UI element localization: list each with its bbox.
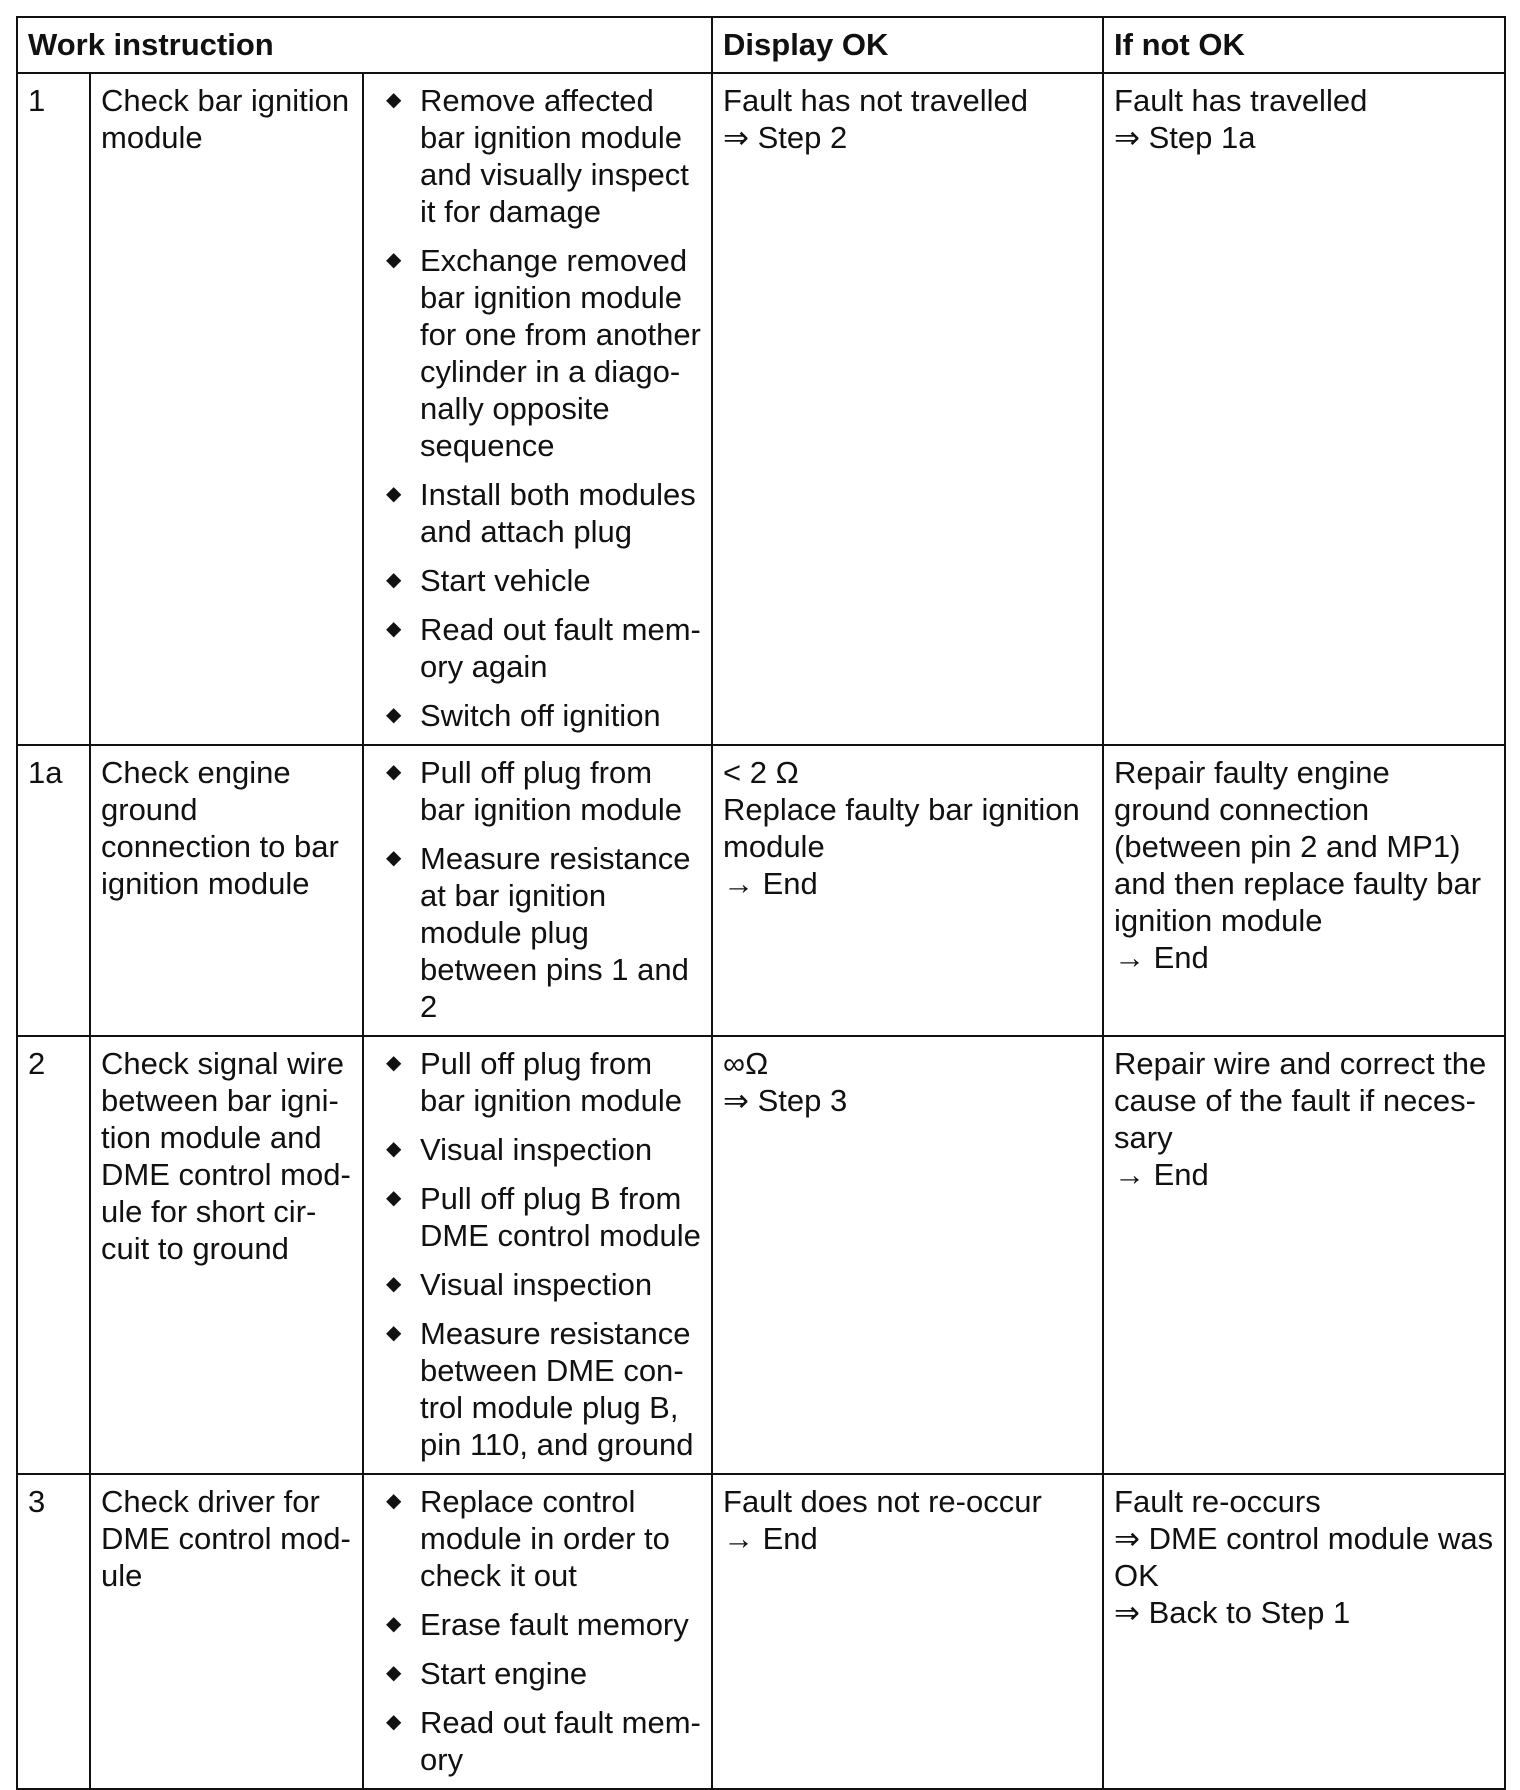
display-ok-cell — [712, 1036, 1103, 1474]
table-row — [17, 73, 1505, 745]
step-number: 1 — [17, 73, 90, 745]
list-item — [374, 840, 701, 1025]
table-body — [17, 73, 1505, 1789]
action-text: Visual inspection — [420, 1132, 653, 1167]
list-item — [374, 754, 701, 828]
display-ok-cell — [712, 73, 1103, 745]
action-text: Replace control module in order to check it out — [420, 1484, 670, 1593]
if-not-ok-text: ⇒ Step 1a — [1114, 120, 1256, 155]
step-number: 3 — [17, 1474, 90, 1789]
header-display-ok: Display OK — [712, 17, 1103, 73]
step-actions — [363, 1474, 712, 1789]
list-item — [374, 82, 701, 230]
action-text: Remove affected bar ignition module and visually inspect it for damage — [420, 83, 689, 229]
table-row — [17, 1036, 1505, 1474]
if-not-ok-text: Fault has travelled — [1114, 83, 1368, 118]
step-actions — [363, 1036, 712, 1474]
display-ok-text: Fault does not re-occur — [723, 1484, 1042, 1519]
action-text: Visual inspection — [420, 1267, 653, 1302]
if-not-ok-text: Fault re-occurs — [1114, 1484, 1321, 1519]
list-item — [374, 1483, 701, 1594]
action-text: Measure resistance between DME control module plug B, pin 110, and ground — [420, 1316, 694, 1462]
step-title: Check bar ignition module — [90, 73, 363, 745]
step-actions — [363, 73, 712, 745]
if-not-ok-cell — [1103, 1036, 1505, 1474]
display-ok-text: Replace faulty bar ignition module — [723, 792, 1080, 864]
diamond-bullet-icon: ◆ — [386, 1490, 402, 1512]
list-item — [374, 697, 701, 734]
header-work-instruction: Work instruction — [17, 17, 712, 73]
list-item — [374, 1045, 701, 1119]
action-list — [374, 1045, 701, 1463]
if-not-ok-cell — [1103, 1474, 1505, 1789]
display-ok-text: → End — [723, 866, 818, 901]
list-item — [374, 1266, 701, 1303]
action-list — [374, 82, 701, 734]
if-not-ok-cell — [1103, 73, 1505, 745]
table-row — [17, 1474, 1505, 1789]
diamond-bullet-icon: ◆ — [386, 1322, 402, 1344]
action-text: Read out fault memory — [420, 1705, 701, 1777]
work-instruction-table — [16, 16, 1506, 1790]
header-row — [17, 17, 1505, 73]
action-list — [374, 1483, 701, 1778]
display-ok-text: → End — [723, 1521, 818, 1556]
list-item — [374, 1131, 701, 1168]
display-ok-text: < 2 Ω — [723, 755, 799, 790]
list-item — [374, 1704, 701, 1778]
header-if-not-ok: If not OK — [1103, 17, 1505, 73]
diamond-bullet-icon: ◆ — [386, 761, 402, 783]
display-ok-text: ⇒ Step 2 — [723, 120, 848, 155]
diamond-bullet-icon: ◆ — [386, 1613, 402, 1635]
action-text: Pull off plug from bar ignition module — [420, 755, 682, 827]
action-text: Exchange removed bar ignition module for one from another cylinder in a diagonally opposite sequence — [420, 243, 701, 463]
action-text: Read out fault memory again — [420, 612, 701, 684]
diamond-bullet-icon: ◆ — [386, 847, 402, 869]
list-item — [374, 1315, 701, 1463]
action-text: Start engine — [420, 1656, 588, 1691]
list-item — [374, 242, 701, 464]
diamond-bullet-icon: ◆ — [386, 1711, 402, 1733]
action-text: Measure resistance at bar ignition module plug between pins 1 and 2 — [420, 841, 691, 1024]
if-not-ok-cell — [1103, 745, 1505, 1036]
if-not-ok-text: ⇒ DME control module was OK — [1114, 1521, 1494, 1593]
if-not-ok-text: → End — [1114, 940, 1209, 975]
display-ok-cell — [712, 745, 1103, 1036]
list-item — [374, 1606, 701, 1643]
action-text: Install both modules and attach plug — [420, 477, 696, 549]
action-text: Switch off ignition — [420, 698, 661, 733]
diamond-bullet-icon: ◆ — [386, 704, 402, 726]
action-text: Erase fault memory — [420, 1607, 689, 1642]
step-title: Check driver for DME control module — [90, 1474, 363, 1789]
if-not-ok-text: Repair wire and correct the cause of the fault if necessary — [1114, 1046, 1487, 1155]
if-not-ok-text: ⇒ Back to Step 1 — [1114, 1595, 1351, 1630]
step-title: Check engine ground connection to bar ignition module — [90, 745, 363, 1036]
diamond-bullet-icon: ◆ — [386, 1662, 402, 1684]
list-item — [374, 1180, 701, 1254]
display-ok-text: ⇒ Step 3 — [723, 1083, 848, 1118]
diamond-bullet-icon: ◆ — [386, 1273, 402, 1295]
diamond-bullet-icon: ◆ — [386, 569, 402, 591]
diamond-bullet-icon: ◆ — [386, 249, 402, 271]
action-text: Pull off plug B from DME control module — [420, 1181, 701, 1253]
diamond-bullet-icon: ◆ — [386, 483, 402, 505]
display-ok-cell — [712, 1474, 1103, 1789]
diamond-bullet-icon: ◆ — [386, 618, 402, 640]
display-ok-text: ∞Ω — [723, 1046, 769, 1081]
if-not-ok-text: → End — [1114, 1157, 1209, 1192]
step-number: 1a — [17, 745, 90, 1036]
diamond-bullet-icon: ◆ — [386, 89, 402, 111]
list-item — [374, 1655, 701, 1692]
step-actions — [363, 745, 712, 1036]
action-text: Pull off plug from bar ignition module — [420, 1046, 682, 1118]
step-number: 2 — [17, 1036, 90, 1474]
list-item — [374, 476, 701, 550]
display-ok-text: Fault has not travelled — [723, 83, 1029, 118]
list-item — [374, 562, 701, 599]
diamond-bullet-icon: ◆ — [386, 1187, 402, 1209]
if-not-ok-text: Repair faulty engine ground connection (between pin 2 and MP1) and then replace faulty bar ignition module — [1114, 755, 1482, 938]
table-row — [17, 745, 1505, 1036]
action-text: Start vehicle — [420, 563, 591, 598]
diamond-bullet-icon: ◆ — [386, 1052, 402, 1074]
list-item — [374, 611, 701, 685]
step-title: Check signal wire between bar ignition module and DME control module for short circuit to ground — [90, 1036, 363, 1474]
diamond-bullet-icon: ◆ — [386, 1138, 402, 1160]
action-list — [374, 754, 701, 1025]
